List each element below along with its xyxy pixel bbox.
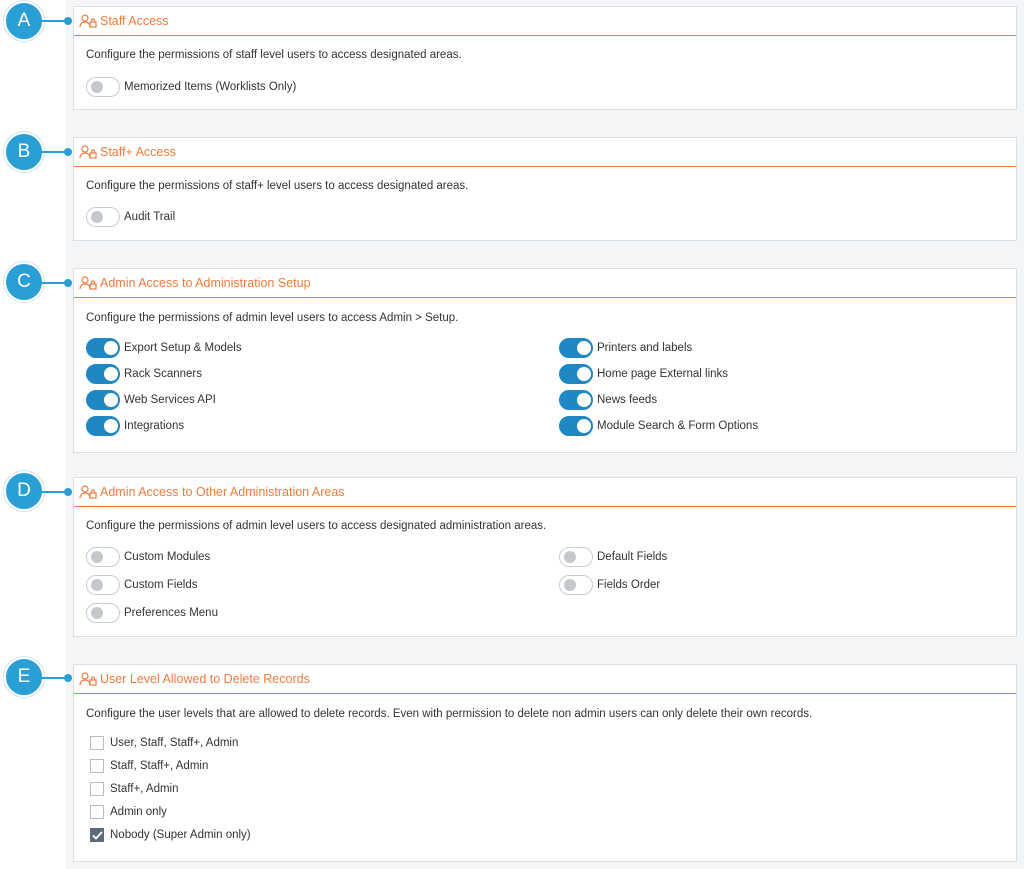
toggle-label: Export Setup & Models [124,342,242,354]
toggle-fields-order[interactable] [559,575,660,595]
card-title: Admin Access to Other Administration Areas [100,485,345,499]
toggle-switch[interactable] [559,364,593,384]
users-lock-icon [79,484,97,500]
checkbox[interactable] [90,828,104,842]
callout-badge-a: A [4,1,44,41]
toggle-label: News feeds [597,394,658,406]
checkbox-label: User, Staff, Staff+, Admin [110,737,239,749]
toggle-switch[interactable] [559,575,593,595]
toggle-export-setup[interactable] [86,338,242,358]
toggle-switch[interactable] [559,547,593,567]
users-lock-icon [79,13,97,29]
callout-dot [64,488,72,496]
toggle-switch[interactable] [86,575,120,595]
callout-dot [64,148,72,156]
staff-plus-access-card [73,137,1017,241]
card-description: Configure the permissions of admin level users to access designated administration areas. [86,520,547,532]
toggle-module-search[interactable] [559,416,758,436]
checkbox-staff-admin[interactable] [90,758,208,774]
card-title: User Level Allowed to Delete Records [100,672,310,686]
toggle-label: Custom Modules [124,551,211,563]
card-description: Configure the permissions of staff+ level users to access designated areas. [86,180,469,192]
checkbox[interactable] [90,759,104,773]
toggle-label: Default Fields [597,551,668,563]
toggle-label: Printers and labels [597,342,693,354]
card-header [74,138,1016,167]
toggle-news-feeds[interactable] [559,390,657,410]
users-lock-icon [79,144,97,160]
card-title: Admin Access to Administration Setup [100,276,311,290]
toggle-audit-trail[interactable] [86,207,175,227]
toggle-memorized-items[interactable] [86,77,296,97]
toggle-switch[interactable] [559,338,593,358]
toggle-label: Fields Order [597,579,661,591]
callout-badge-e: E [4,657,44,697]
toggle-switch[interactable] [86,207,120,227]
delete-records-card [73,664,1017,862]
users-lock-icon [79,275,97,291]
toggle-label: Custom Fields [124,579,198,591]
toggle-switch[interactable] [86,416,120,436]
card-description: Configure the permissions of staff level users to access designated areas. [86,49,462,61]
checkbox[interactable] [90,782,104,796]
callout-badge-c: C [4,262,44,302]
toggle-switch[interactable] [86,547,120,567]
users-lock-icon [79,671,97,687]
checkbox[interactable] [90,805,104,819]
toggle-preferences-menu[interactable] [86,603,218,623]
toggle-integrations[interactable] [86,416,184,436]
toggle-home-page-links[interactable] [559,364,728,384]
card-title: Staff Access [100,14,169,28]
checkbox-label: Staff+, Admin [110,783,179,795]
toggle-web-services-api[interactable] [86,390,216,410]
checkbox-label: Nobody (Super Admin only) [110,829,251,841]
checkbox-staff-plus-admin[interactable] [90,781,179,797]
toggle-rack-scanners[interactable] [86,364,202,384]
checkbox-user-staff-admin[interactable] [90,735,238,751]
toggle-label: Audit Trail [124,211,176,223]
checkbox-admin-only[interactable] [90,804,167,820]
checkbox-label: Staff, Staff+, Admin [110,760,209,772]
card-description: Configure the permissions of admin level users to access Admin > Setup. [86,312,459,324]
card-header [74,665,1016,694]
toggle-label: Preferences Menu [124,607,218,619]
toggle-label: Rack Scanners [124,368,202,380]
card-header [74,7,1016,36]
toggle-printers-labels[interactable] [559,338,692,358]
callout-badge-d: D [4,471,44,511]
card-title: Staff+ Access [100,145,176,159]
toggle-switch[interactable] [559,416,593,436]
toggle-default-fields[interactable] [559,547,667,567]
callout-dot [64,279,72,287]
toggle-switch[interactable] [86,77,120,97]
admin-setup-access-card [73,268,1017,453]
card-header [74,478,1016,507]
callout-dot [64,674,72,682]
toggle-custom-fields[interactable] [86,575,198,595]
toggle-switch[interactable] [86,338,120,358]
admin-other-areas-card [73,477,1017,637]
checkmark-icon [92,831,103,840]
toggle-switch[interactable] [559,390,593,410]
toggle-custom-modules[interactable] [86,547,210,567]
toggle-switch[interactable] [86,390,120,410]
checkbox[interactable] [90,736,104,750]
callout-dot [64,17,72,25]
toggle-label: Home page External links [597,368,729,380]
checkbox-label: Admin only [110,806,167,818]
card-header [74,269,1016,298]
toggle-label: Memorized Items (Worklists Only) [124,81,297,93]
toggle-switch[interactable] [86,364,120,384]
card-description: Configure the user levels that are allowed to delete records. Even with permission to delete non admin users can only delete their own records. [86,708,813,720]
toggle-switch[interactable] [86,603,120,623]
checkbox-nobody[interactable] [90,827,251,843]
staff-access-card [73,6,1017,110]
callout-badge-b: B [4,132,44,172]
toggle-label: Module Search & Form Options [597,420,759,432]
toggle-label: Integrations [124,420,185,432]
toggle-label: Web Services API [124,394,216,406]
